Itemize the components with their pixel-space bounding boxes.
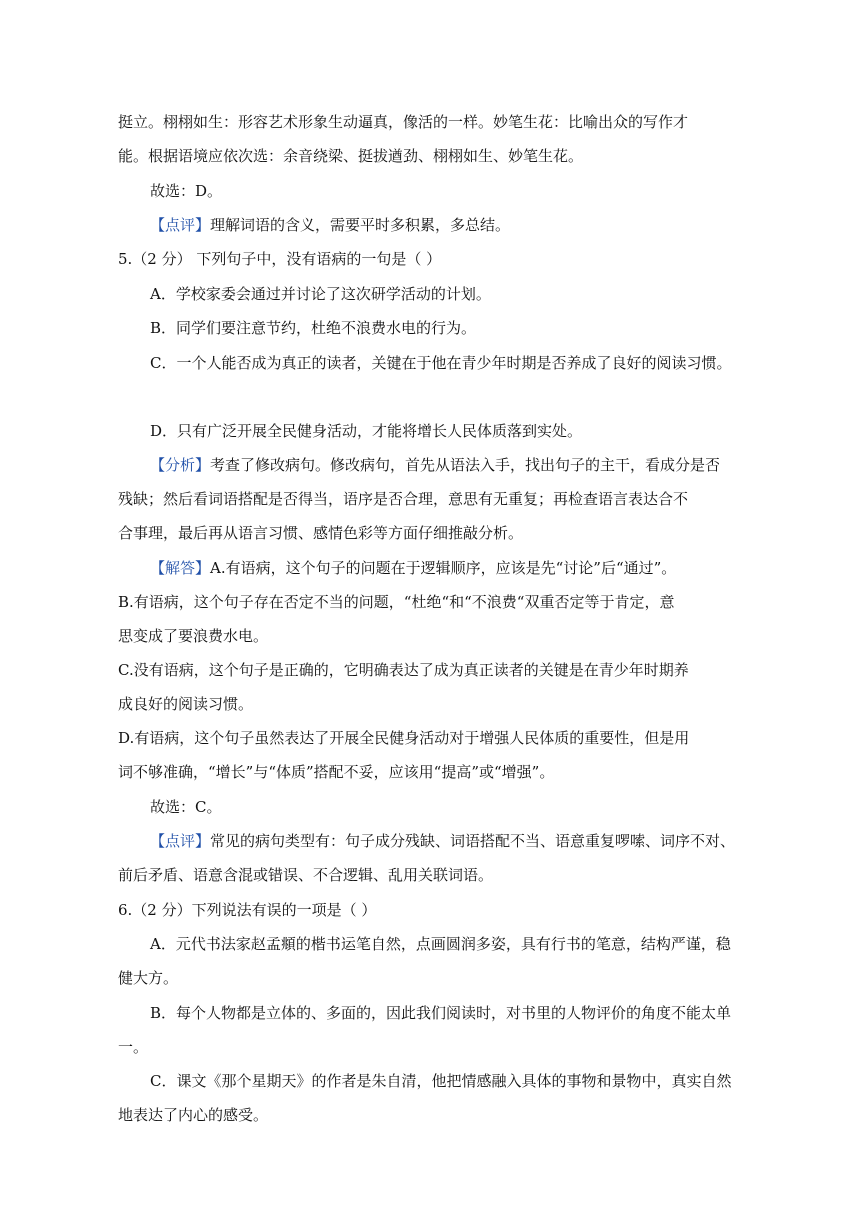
q6-option-a-line-2: 健大方。 — [118, 969, 179, 987]
comment-text: 常见的病句类型有：句子成分残缺、词语搭配不当、语意重复啰嗦、词序不对、 — [210, 832, 736, 850]
q5-analysis-line-3: 合事理，最后再从语言习惯、感情色彩等方面仔细推敲分析。 — [118, 524, 524, 542]
comment-tag: 【点评】 — [150, 832, 211, 850]
q5-comment-line-1 — [150, 831, 735, 851]
analysis-text: 考查了修改病句。修改病句，首先从语法入手，找出句子的主干，看成分是否 — [210, 456, 721, 474]
q5-option-a: A．学校家委会通过并讨论了这次研学活动的计划。 — [150, 285, 491, 303]
q5-analysis-line-1 — [150, 455, 720, 475]
q5-option-d: D．只有广泛开展全民健身活动，才能将增长人民体质落到实处。 — [150, 422, 583, 440]
q6-option-b-line-1: B．每个人物都是立体的、多面的，因此我们阅读时，对书里的人物评价的角度不能太单 — [150, 1004, 732, 1022]
q5-solution-c-line-1: C.没有语病，这个句子是正确的，它明确表达了成为真正读者的关键是在青少年时期养 — [118, 661, 689, 679]
q6-stem: 6.（2 分）下列说法有误的一项是（ ） — [118, 901, 377, 919]
analysis-tag: 【分析】 — [150, 456, 211, 474]
q5-stem: 5.（2 分） 下列句子中，没有语病的一句是（ ） — [118, 250, 442, 268]
prev-explanation-line-2: 能。根据语境应依次选：余音绕梁、挺拔遒劲、栩栩如生、妙笔生花。 — [118, 147, 584, 165]
q5-solution-b-line-2: 思变成了要浪费水电。 — [118, 627, 269, 645]
q5-comment-line-2: 前后矛盾、语意含混或错误、不合逻辑、乱用关联词语。 — [118, 866, 494, 884]
prev-comment — [150, 215, 510, 235]
solution-a-text: A.有语病，这个句子的问题在于逻辑顺序，应该是先“讨论”后“通过”。 — [210, 559, 677, 577]
q6-option-c-line-2: 地表达了内心的感受。 — [118, 1106, 269, 1124]
q5-solution-c-line-2: 成良好的阅读习惯。 — [118, 695, 254, 713]
prev-explanation-line-1: 挺立。栩栩如生：形容艺术形象生动逼真，像活的一样。妙笔生花：比喻出众的写作才 — [118, 113, 689, 131]
prev-answer: 故选：D。 — [150, 182, 223, 200]
q6-option-a-line-1: A．元代书法家赵孟頫的楷书运笔自然，点画圆润多姿，具有行书的笔意，结构严谨，稳 — [150, 935, 731, 953]
q5-analysis-line-2: 残缺；然后看词语搭配是否得当，语序是否合理，意思有无重复；再检查语言表达合不 — [118, 490, 689, 508]
q5-option-c: C．一个人能否成为真正的读者，关键在于他在青少年时期是否养成了良好的阅读习惯。 — [150, 354, 732, 372]
solution-tag: 【解答】 — [150, 559, 211, 577]
comment-tag: 【点评】 — [150, 216, 211, 234]
q5-solution-a — [150, 558, 676, 578]
q5-solution-b-line-1: B.有语病，这个句子存在否定不当的问题，“杜绝“和“不浪费“双重否定等于肯定，意 — [118, 593, 675, 611]
q5-solution-d-line-2: 词不够准确，“增长”与“体质”搭配不妥，应该用“提高”或“增强”。 — [118, 763, 555, 781]
q5-option-b: B．同学们要注意节约，杜绝不浪费水电的行为。 — [150, 319, 477, 337]
q5-answer: 故选：C。 — [150, 798, 222, 816]
q6-option-b-line-2: 一。 — [118, 1038, 149, 1056]
comment-text: 理解词语的含义，需要平时多积累，多总结。 — [210, 216, 511, 234]
q5-solution-d-line-1: D.有语病，这个句子虽然表达了开展全民健身活动对于增强人民体质的重要性，但是用 — [118, 729, 690, 747]
q6-option-c-line-1: C．课文《那个星期天》的作者是朱自清，他把情感融入具体的事物和景物中，真实自然 — [150, 1072, 732, 1090]
